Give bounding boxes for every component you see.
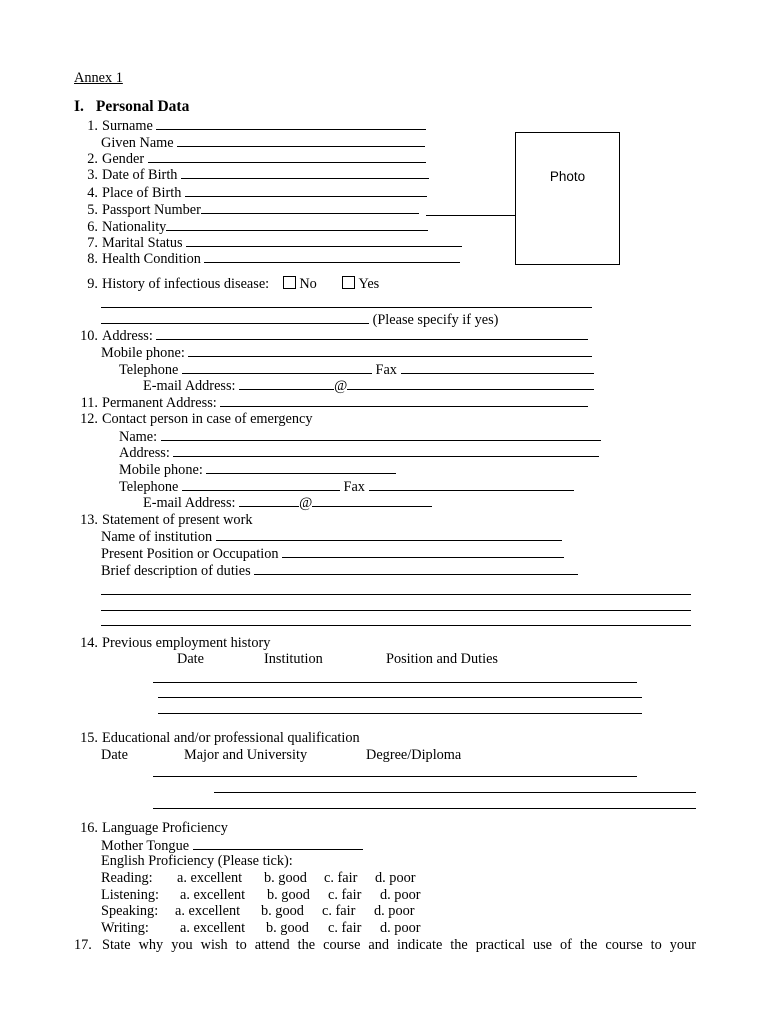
employment-institution-header: Institution xyxy=(264,651,323,667)
permanent-field[interactable] xyxy=(220,394,588,407)
language-label: Language Proficiency xyxy=(102,820,228,836)
mobile-label: Mobile phone: xyxy=(101,345,185,361)
reading-good-option[interactable]: b. good xyxy=(264,870,307,886)
education-line-1[interactable] xyxy=(153,776,637,777)
passport-field[interactable] xyxy=(201,201,419,214)
position-label: Present Position or Occupation xyxy=(101,546,279,562)
position-row xyxy=(101,545,564,563)
pob-row xyxy=(74,184,427,202)
speaking-poor-option[interactable]: d. poor xyxy=(374,903,415,919)
item-number: 17. xyxy=(74,937,92,953)
telephone-label: Telephone xyxy=(119,362,179,378)
employment-row xyxy=(74,635,270,652)
listening-label: Listening: xyxy=(101,887,159,903)
dob-field[interactable] xyxy=(181,166,429,179)
contact-telephone-label: Telephone xyxy=(119,479,179,495)
contact-mobile-field[interactable] xyxy=(206,461,396,474)
address-row xyxy=(74,327,588,345)
gender-field[interactable] xyxy=(148,150,426,163)
item-number: 8. xyxy=(87,251,98,267)
listening-good-option[interactable]: b. good xyxy=(267,887,310,903)
institution-row xyxy=(101,528,562,546)
item-number: 12. xyxy=(80,411,98,427)
contact-address-row xyxy=(119,444,599,462)
education-degree-header: Degree/Diploma xyxy=(366,747,462,763)
section-title: Personal Data xyxy=(95,98,190,115)
permanent-row xyxy=(74,394,588,412)
telephone-field[interactable] xyxy=(182,361,372,374)
work-label: Statement of present work xyxy=(102,512,253,528)
fax-field[interactable] xyxy=(401,361,594,374)
item-number: 3. xyxy=(87,167,98,183)
surname-label: Surname xyxy=(102,118,153,134)
email-row xyxy=(143,377,594,395)
position-field[interactable] xyxy=(282,545,564,558)
item-number: 2. xyxy=(87,151,98,167)
pob-field[interactable] xyxy=(185,184,427,197)
employment-line-3[interactable] xyxy=(158,713,642,714)
duties-line-3[interactable] xyxy=(101,625,691,626)
contact-name-label: Name: xyxy=(119,429,158,445)
listening-fair-option[interactable]: c. fair xyxy=(328,887,362,903)
email-at: @ xyxy=(334,378,348,394)
item-number: 15. xyxy=(80,730,98,746)
duties-line-2[interactable] xyxy=(101,610,691,611)
writing-fair-option[interactable]: c. fair xyxy=(328,920,362,936)
infectious-row xyxy=(74,276,379,293)
photo-box[interactable] xyxy=(515,132,620,265)
education-line-3[interactable] xyxy=(153,808,696,809)
institution-label: Name of institution xyxy=(101,529,213,545)
duties-row xyxy=(101,562,578,580)
contact-telephone-field[interactable] xyxy=(182,478,340,491)
nationality-label: Nationality xyxy=(102,219,167,235)
employment-line-2[interactable] xyxy=(158,697,642,698)
infectious-line-1[interactable] xyxy=(101,307,592,308)
marital-field[interactable] xyxy=(186,234,462,247)
contact-address-field[interactable] xyxy=(173,444,599,457)
passport-row xyxy=(74,201,419,219)
duties-line-1[interactable] xyxy=(101,594,691,595)
photo-label: Photo xyxy=(549,169,586,184)
passport-label: Passport Number xyxy=(102,202,201,218)
surname-row xyxy=(74,117,426,135)
no-label: No xyxy=(299,276,317,292)
item-number: 13. xyxy=(80,512,98,528)
gender-label: Gender xyxy=(102,151,145,167)
item-number: 9. xyxy=(87,276,98,292)
english-label: English Proficiency (Please tick): xyxy=(101,853,293,869)
health-row xyxy=(74,250,460,268)
section-roman: I. xyxy=(74,98,84,115)
infectious-label: History of infectious disease: xyxy=(102,276,270,292)
contact-email-label: E-mail Address: xyxy=(143,495,236,511)
item-number: 7. xyxy=(87,235,98,251)
contact-mobile-row xyxy=(119,461,396,479)
reason-row xyxy=(74,937,696,954)
institution-field[interactable] xyxy=(216,528,562,541)
contact-email-domain-field[interactable] xyxy=(312,494,432,507)
marital-label: Marital Status xyxy=(102,235,183,251)
speaking-label: Speaking: xyxy=(101,903,159,919)
reason-label: State why you wish to attend the course and indicate the practical use of the course to your xyxy=(102,937,696,953)
contact-email-row xyxy=(143,494,432,512)
employment-position-header: Position and Duties xyxy=(386,651,498,667)
education-row xyxy=(74,730,360,747)
address-field[interactable] xyxy=(156,327,588,340)
reading-label: Reading: xyxy=(101,870,153,886)
health-label: Health Condition xyxy=(102,251,201,267)
duties-label: Brief description of duties xyxy=(101,563,251,579)
reading-fair-option[interactable]: c. fair xyxy=(324,870,358,886)
infectious-line-2[interactable] xyxy=(101,311,369,324)
writing-label: Writing: xyxy=(101,920,149,936)
mother-tongue-label: Mother Tongue xyxy=(101,838,190,854)
employment-label: Previous employment history xyxy=(102,635,271,651)
annex-label: Annex 1 xyxy=(74,70,123,86)
speaking-fair-option[interactable]: c. fair xyxy=(322,903,356,919)
section-heading xyxy=(74,98,189,115)
contact-email-user-field[interactable] xyxy=(239,494,299,507)
contact-address-label: Address: xyxy=(119,445,170,461)
health-field[interactable] xyxy=(204,250,460,263)
contact-label: Contact person in case of emergency xyxy=(102,411,313,427)
item-number: 14. xyxy=(80,635,98,651)
photo-connector-line xyxy=(426,215,515,216)
listening-excellent-option[interactable]: a. excellent xyxy=(180,887,246,903)
education-major-header: Major and University xyxy=(184,747,308,763)
listening-poor-option[interactable]: d. poor xyxy=(380,887,421,903)
reading-excellent-option[interactable]: a. excellent xyxy=(177,870,243,886)
given-name-label: Given Name xyxy=(101,135,174,151)
language-row xyxy=(74,820,228,837)
yes-checkbox[interactable] xyxy=(342,276,355,289)
item-number: 16. xyxy=(80,820,98,836)
email-domain-field[interactable] xyxy=(347,377,594,390)
contact-fax-field[interactable] xyxy=(369,478,574,491)
reading-poor-option[interactable]: d. poor xyxy=(375,870,416,886)
writing-excellent-option[interactable]: a. excellent xyxy=(180,920,246,936)
yes-label: Yes xyxy=(358,276,380,292)
work-row xyxy=(74,512,252,529)
mobile-field[interactable] xyxy=(188,344,592,357)
contact-mobile-label: Mobile phone: xyxy=(119,462,203,478)
contact-email-at: @ xyxy=(299,495,313,511)
dob-label: Date of Birth xyxy=(102,167,178,183)
writing-poor-option[interactable]: d. poor xyxy=(380,920,421,936)
contact-fax-label: Fax xyxy=(343,479,365,495)
given-name-field[interactable] xyxy=(177,134,425,147)
contact-name-field[interactable] xyxy=(161,428,601,441)
item-number: 4. xyxy=(87,185,98,201)
dob-row xyxy=(74,166,429,184)
employment-date-header: Date xyxy=(177,651,204,667)
item-number: 5. xyxy=(87,202,98,218)
speaking-excellent-option[interactable]: a. excellent xyxy=(175,903,241,919)
employment-line-1[interactable] xyxy=(153,682,637,683)
mobile-row xyxy=(101,344,592,362)
education-label: Educational and/or professional qualification xyxy=(102,730,360,746)
item-number: 6. xyxy=(87,219,98,235)
email-user-field[interactable] xyxy=(239,377,334,390)
specify-label: (Please specify if yes) xyxy=(372,312,499,328)
writing-good-option[interactable]: b. good xyxy=(266,920,309,936)
item-number: 10. xyxy=(80,328,98,344)
education-date-header: Date xyxy=(101,747,128,763)
education-line-2[interactable] xyxy=(214,792,696,793)
duties-field[interactable] xyxy=(254,562,578,575)
address-label: Address: xyxy=(102,328,153,344)
surname-field[interactable] xyxy=(156,117,426,130)
mother-tongue-field[interactable] xyxy=(193,837,363,850)
nationality-field[interactable] xyxy=(166,218,428,231)
permanent-label: Permanent Address: xyxy=(102,395,217,411)
email-label: E-mail Address: xyxy=(143,378,236,394)
speaking-good-option[interactable]: b. good xyxy=(261,903,304,919)
fax-label: Fax xyxy=(375,362,397,378)
contact-row xyxy=(74,411,313,428)
item-number: 11. xyxy=(80,395,98,411)
no-checkbox[interactable] xyxy=(283,276,296,289)
item-number: 1. xyxy=(87,118,98,134)
pob-label: Place of Birth xyxy=(102,185,182,201)
